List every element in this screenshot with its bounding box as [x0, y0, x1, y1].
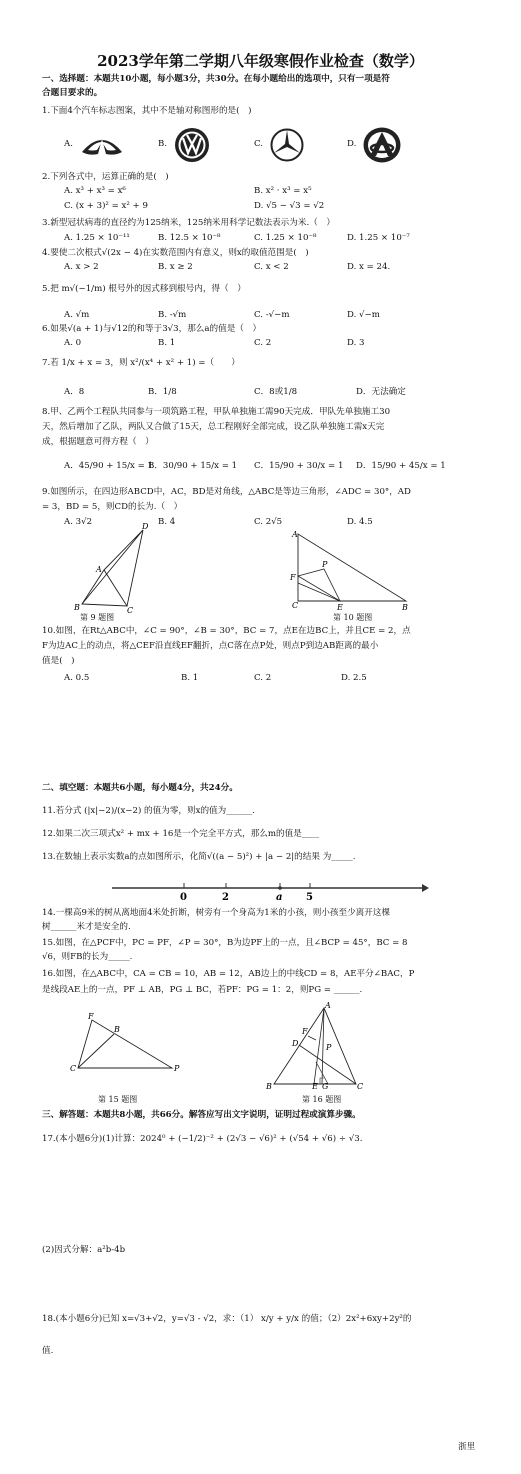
q10-label-e: E	[337, 603, 343, 612]
q16-line-1: 16.如图，在△ABC中，CA = CB = 10，AB = 12，AB边上的中线CD = 8，AE平分∠BAC，P	[42, 969, 415, 979]
q3-option-d: D. 1.25 × 10⁻⁷	[347, 233, 410, 243]
q3-option-a: A. 1.25 × 10⁻¹¹	[64, 233, 130, 243]
q4-stem: 4.要使二次根式√(2x − 4)在实数范围内有意义，则x的取值范围是( )	[42, 248, 309, 258]
q9-option-b: B. 4	[158, 517, 176, 527]
q15-line-1: 15.如图，在△PCF中，PC = PF，∠P = 30°，B为边PF上的一点，且∠BCP = 45°，BC = 8	[42, 938, 408, 948]
q10-line-1: 10.如图，在Rt△ABC中，∠C = 90°，∠B = 30°，BC = 7，点E在边BC上，并且CE = 2，点	[42, 626, 411, 636]
q8-line-1: 8.甲、乙两个工程队共同参与一项筑路工程，甲队单独施工需90天完成．甲队先单独施工30	[42, 407, 391, 417]
q15-label-f: F	[88, 1012, 94, 1021]
q15-label-b: B	[114, 1025, 120, 1034]
q9-label-d: D	[142, 522, 149, 531]
q6-option-d: D. 3	[347, 338, 365, 348]
q6-option-a: A. 0	[64, 338, 82, 348]
q10-option-c: C. 2	[254, 673, 272, 683]
volkswagen-logo	[174, 127, 210, 167]
q16-figure-caption: 第 16 题图	[302, 1095, 342, 1104]
q15-label-p: P	[174, 1064, 180, 1072]
q3-stem: 3.新型冠状病毒的直径约为125纳米，125纳米用科学记数法表示为米.（ ）	[42, 218, 335, 228]
q5-option-a: A. √m	[64, 310, 90, 320]
q11: 11.若分式 (|x|−2)/(x−2) 的值为零，则x的值为______.	[42, 806, 255, 816]
q6-option-b: B. 1	[158, 338, 176, 348]
q16-label-e: E	[312, 1082, 318, 1090]
q16-label-p: P	[326, 1043, 332, 1052]
q8-option-c: C．15/90 + 30/x = 1	[254, 461, 344, 471]
q7-option-b: B．1/8	[148, 387, 177, 397]
q4-option-a: A. x > 2	[64, 262, 99, 272]
infiniti-logo	[79, 130, 125, 164]
q1-option-a: A.	[64, 139, 73, 149]
q16-label-b: B	[266, 1082, 272, 1090]
q9-figure	[70, 520, 160, 622]
q2-option-a: A. x³ + x³ = x⁶	[64, 186, 126, 196]
q3-option-c: C. 1.25 × 10⁻⁸	[254, 233, 317, 243]
q5-stem: 5.把 m√(−1/m) 根号外的因式移到根号内，得（ ）	[42, 284, 246, 294]
q1-option-b: B.	[158, 139, 168, 149]
page-title: 2023学年第二学期八年级寒假作业检查（数学）	[97, 52, 424, 70]
section-1-heading: 一、选择题：本题共10小题，每小题3分，共30分。在每小题给出的选项中，只有一项是符	[42, 74, 390, 84]
q6-option-c: C. 2	[254, 338, 272, 348]
q2-option-d: D. √5 − √3 = √2	[254, 201, 325, 211]
q10-label-p: P	[322, 560, 328, 569]
q8-option-d: D．15/90 + 45/x = 1	[356, 461, 446, 471]
number-line	[110, 874, 430, 906]
q2-stem: 2.下列各式中，运算正确的是( )	[42, 172, 169, 182]
section-3-heading: 三、解答题：本题共8小题，共66分。解答应写出文字说明，证明过程或演算步骤。	[42, 1110, 361, 1120]
q9-label-b: B	[74, 603, 80, 612]
q10-figure	[288, 524, 418, 616]
section-1-heading-cont: 合题目要求的。	[42, 88, 103, 98]
q9-label-a: A	[96, 565, 102, 574]
chery-logo	[362, 126, 402, 168]
q1-option-c: C.	[254, 139, 264, 149]
q8-line-2: 天，然后增加了乙队，两队又合做了15天，总工程刚好全部完成，设乙队单独施工需x天完	[42, 422, 385, 432]
q4-option-b: B. x ≥ 2	[158, 262, 193, 272]
q16-label-d: D	[292, 1039, 299, 1048]
q10-label-a: A	[292, 530, 298, 539]
q2-option-b: B. x² · x³ = x⁵	[254, 186, 312, 196]
q2-option-c: C. (x + 3)² = x² + 9	[64, 201, 148, 211]
q10-label-b: B	[402, 603, 408, 612]
q15-figure-caption: 第 15 题图	[98, 1095, 138, 1104]
q16-label-g: G	[322, 1082, 329, 1090]
tick-0-label: 0	[180, 892, 187, 902]
q1-stem: 1.下面4个汽车标志图案，其中不是轴对称图形的是( )	[42, 106, 252, 116]
q8-option-b: B．30/90 + 15/x = 1	[148, 461, 238, 471]
q5-option-d: D. √−m	[347, 310, 380, 320]
q10-label-f: F	[290, 573, 296, 582]
q15-line-2: √6，则FB的长为_____.	[42, 952, 133, 962]
section-2-heading: 二、填空题：本题共6小题，每小题4分，共24分。	[42, 783, 238, 793]
q10-figure-caption: 第 10 题图	[333, 613, 373, 622]
q10-option-a: A. 0.5	[64, 673, 90, 683]
q9-option-d: D. 4.5	[347, 517, 373, 527]
q10-line-3: 值是( )	[42, 656, 75, 666]
tick-5-label: 5	[306, 892, 313, 902]
q5-option-c: C. -√−m	[254, 310, 290, 320]
q14-line-2: 树______米才是安全的.	[42, 922, 131, 932]
q10-option-d: D. 2.5	[341, 673, 367, 683]
q7-stem: 7.若 1/x + x = 3，则 x²/(x⁴ + x² + 1) =（ ）	[42, 358, 240, 368]
q6-stem: 6.如果√(a + 1)与√12的和等于3√3，那么a的值是（ ）	[42, 324, 262, 334]
q18-line-2: 值.	[42, 1346, 54, 1356]
q18-line-1: 18.(本小题6分)已知 x=√3+√2，y=√3 - √2，求：（1） x/y + y/x 的值；（2）2x²+6xy+2y²的	[42, 1314, 412, 1324]
q8-line-3: 成，根据题意可得方程（ ）	[42, 437, 154, 447]
q17-part-2: (2)因式分解：a²b-4b	[42, 1245, 126, 1255]
q16-label-c: C	[357, 1082, 364, 1090]
footer-mark: 浙里	[458, 1442, 476, 1452]
q1-option-d: D.	[347, 139, 357, 149]
q17-part-1: 17.(本小题6分)(1)计算：2024⁰ + (−1/2)⁻² + (2√3 − √6)² + (√54 + √6) ÷ √3.	[42, 1134, 363, 1144]
q9-option-a: A. 3√2	[64, 517, 93, 527]
q8-option-a: A．45/90 + 15/x = 1	[64, 461, 154, 471]
q7-option-a: A．8	[64, 387, 85, 397]
q9-figure-caption: 第 9 题图	[80, 613, 115, 622]
q5-option-b: B. -√m	[158, 310, 187, 320]
q16-figure	[262, 1000, 372, 1094]
q9-line-2: = 3，BD = 5，则CD的长为.（ ）	[42, 502, 183, 512]
q7-option-d: D．无法确定	[356, 387, 406, 397]
q9-option-c: C. 2√5	[254, 517, 283, 527]
tick-2-label: 2	[222, 892, 229, 902]
q4-option-d: D. x = 24.	[347, 262, 391, 272]
tick-a-label: a	[276, 892, 283, 902]
q14-line-1: 14.一棵高9米的树从离地面4米处折断，树旁有一个身高为1米的小孩，则小孩至少离开这棵	[42, 908, 391, 918]
q12: 12.如果二次三项式x² + mx + 16是一个完全平方式，那么m的值是____	[42, 829, 320, 839]
q16-label-a: A	[325, 1001, 331, 1010]
q9-line-1: 9.如图所示，在四边形ABCD中，AC，BD是对角线，△ABC是等边三角形，∠ADC = 30°，AD	[42, 487, 411, 497]
q10-option-b: B. 1	[181, 673, 199, 683]
q4-option-c: C. x < 2	[254, 262, 289, 272]
q15-figure	[68, 1010, 188, 1076]
q16-label-f: F	[302, 1027, 308, 1036]
q9-label-c: C	[127, 606, 134, 615]
q15-label-c: C	[70, 1064, 77, 1072]
q3-option-b: B. 12.5 × 10⁻⁸	[158, 233, 221, 243]
mercedes-logo	[270, 128, 304, 166]
q13: 13.在数轴上表示实数a的点如图所示，化简√((a − 5)²) + |a − 2|的结果 为_____.	[42, 852, 356, 862]
q7-option-c: C．8或1/8	[254, 387, 298, 397]
q16-line-2: 是线段AE上的一点，PF ⊥ AB，PG ⊥ BC，若PF：PG = 1：2，则PG = ______.	[42, 985, 363, 995]
q10-label-c: C	[292, 601, 299, 610]
q10-line-2: F为边AC上的动点，将△CEF沿直线EF翻折，点C落在点P处，则点P到边AB距离的最小	[42, 641, 379, 651]
